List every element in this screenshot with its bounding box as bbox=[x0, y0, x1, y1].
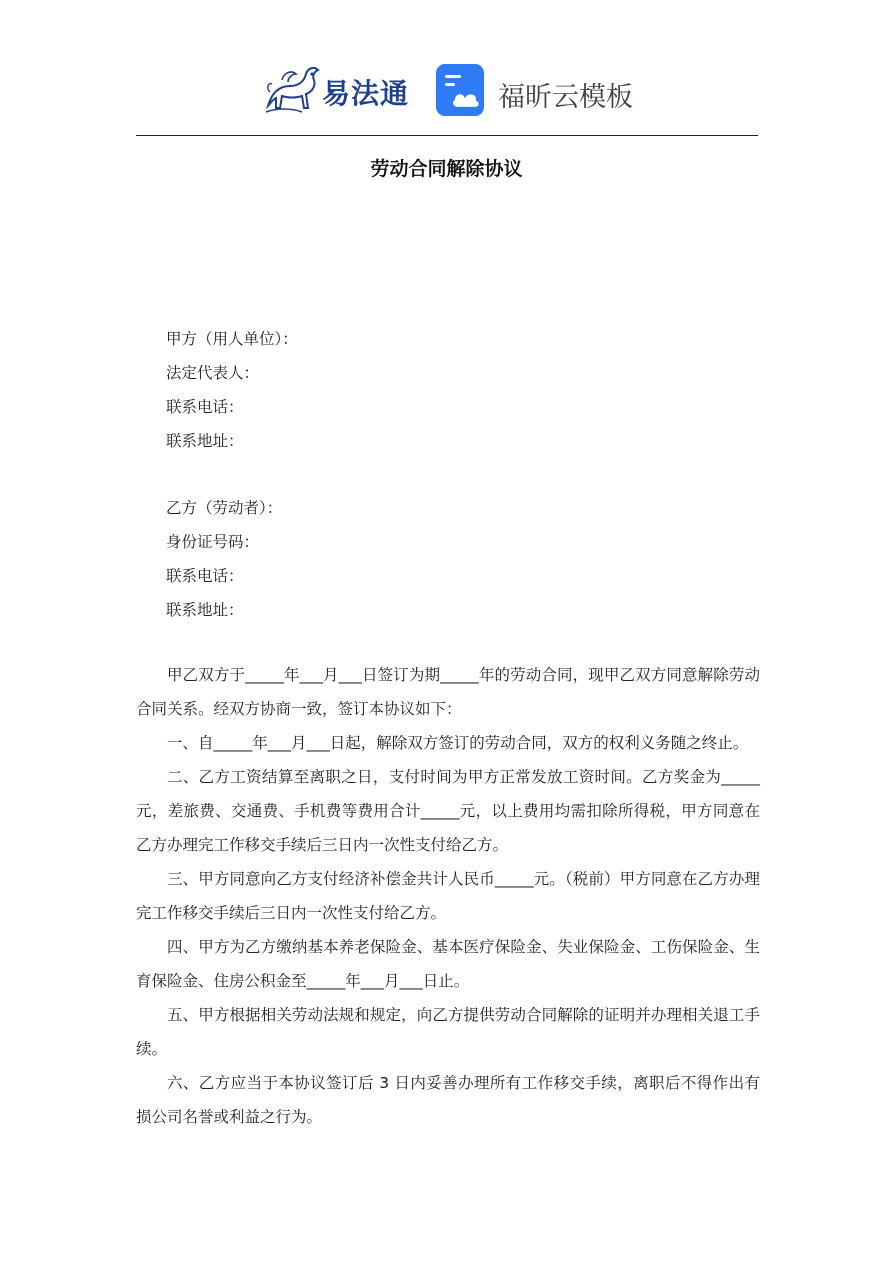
party-b-id-number: 身份证号码： bbox=[166, 533, 260, 551]
party-b-heading: 乙方（劳动者）： bbox=[166, 499, 283, 517]
yifatong-logo-text: 易法通 bbox=[322, 77, 410, 110]
party-a-legal-representative: 法定代表人： bbox=[166, 364, 260, 382]
page-header bbox=[0, 58, 893, 122]
party-a-heading: 甲方（用人单位）： bbox=[166, 330, 298, 348]
clause-5: 五、甲方根据相关劳动法规和规定，向乙方提供劳动合同解除的证明并办理相关退工手续。 bbox=[136, 1006, 760, 1058]
foxit-cloud-template-text: 福昕云模板 bbox=[498, 82, 633, 113]
party-b-phone: 联系电话： bbox=[166, 567, 244, 585]
clause-4: 四、甲方为乙方缴纳基本养老保险金、基本医疗保险金、失业保险金、工伤保险金、生育保险金、住房公积金至_____年___月___日止。 bbox=[136, 938, 760, 990]
cloud-template-icon bbox=[436, 64, 488, 116]
intro-paragraph: 甲乙双方于_____年___月___日签订为期_____年的劳动合同，现甲乙双方同意解除劳动合同关系。经双方协商一致，签订本协议如下： bbox=[136, 666, 760, 718]
document-title: 劳动合同解除协议 bbox=[370, 158, 523, 180]
yifatong-logo bbox=[262, 62, 416, 118]
qilin-mascot-icon bbox=[262, 62, 324, 118]
clause-6: 六、乙方应当于本协议签订后 3 日内妥善办理所有工作移交手续，离职后不得作出有损公司名誉或利益之行为。 bbox=[136, 1074, 760, 1126]
agreement-body bbox=[136, 658, 760, 1134]
clause-1: 一、自_____年___月___日起，解除双方签订的劳动合同，双方的权利义务随之终止。 bbox=[167, 734, 749, 752]
foxit-cloud-template-logo bbox=[436, 64, 636, 118]
header-divider bbox=[136, 135, 758, 136]
party-a-address: 联系地址： bbox=[166, 432, 244, 450]
clause-3: 三、甲方同意向乙方支付经济补偿金共计人民币_____元。（税前）甲方同意在乙方办理完工作移交手续后三日内一次性支付给乙方。 bbox=[136, 870, 760, 922]
party-b-address: 联系地址： bbox=[166, 601, 244, 619]
clause-2: 二、乙方工资结算至离职之日，支付时间为甲方正常发放工资时间。乙方奖金为_____元，差旅费、交通费、手机费等费用合计_____元，以上费用均需扣除所得税，甲方同意在乙方办理完工作移交手续后三日内一次性支付给乙方。 bbox=[136, 768, 760, 854]
party-a-phone: 联系电话： bbox=[166, 398, 244, 416]
